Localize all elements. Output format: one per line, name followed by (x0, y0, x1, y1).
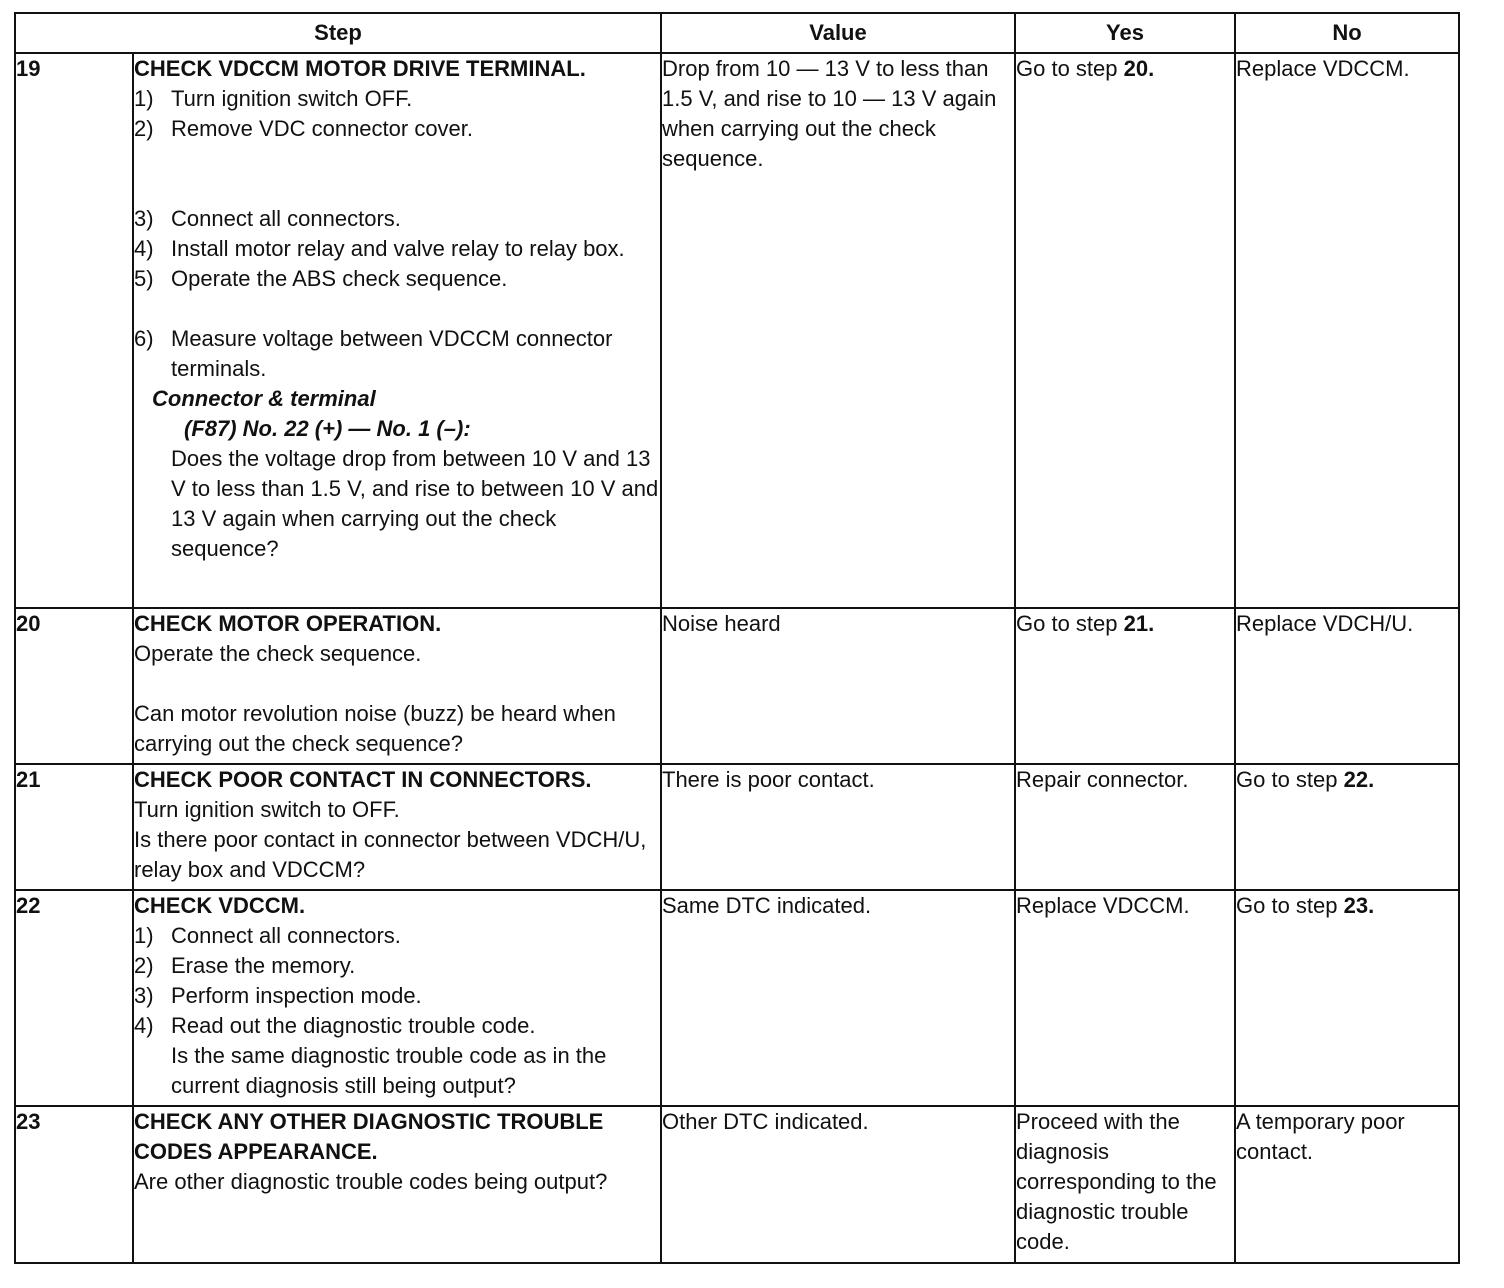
header-no: No (1235, 13, 1459, 53)
step-content (133, 608, 661, 764)
no-cell: A temporary poor contact. (1235, 1106, 1459, 1263)
sub-step: 1) Turn ignition switch OFF. (134, 86, 413, 111)
step-title: CHECK POOR CONTACT IN CONNECTORS. (134, 767, 592, 792)
sub-step: 3) Connect all connectors. (134, 206, 401, 231)
yes-step-ref: 20. (1123, 56, 1155, 81)
diagnostic-table (14, 12, 1460, 1264)
yes-cell: Proceed with the diagnosis corresponding to the diagnostic trouble code. (1015, 1106, 1235, 1263)
table-row (15, 890, 1459, 1106)
sub-step: 2) Remove VDC connector cover. (134, 116, 474, 141)
sub-step: 2) Erase the memory. (134, 953, 356, 978)
no-cell: Replace VDCH/U. (1235, 608, 1459, 764)
value-cell: Other DTC indicated. (661, 1106, 1015, 1263)
connector-terminal: (F87) No. 22 (+) — No. 1 (–): (184, 416, 471, 441)
yes-cell: Go to step 21. (1015, 608, 1235, 764)
check-question: Are other diagnostic trouble codes being output? (134, 1169, 608, 1194)
connector-label: Connector & terminal (152, 386, 376, 411)
step-title: CHECK MOTOR OPERATION. (134, 611, 442, 636)
table-row (15, 53, 1459, 608)
yes-cell: Repair connector. (1015, 764, 1235, 890)
header-row (15, 13, 1459, 53)
check-question: Does the voltage drop from between 10 V and 13 V to less than 1.5 V, and rise to between 10 V and 13 V again when carrying out the check sequence? (171, 446, 659, 561)
value-cell: Drop from 10 — 13 V to less than 1.5 V, and rise to 10 — 13 V again when carrying out the check sequence. (661, 53, 1015, 608)
step-number: 22 (15, 890, 133, 1106)
no-cell: Go to step 22. (1235, 764, 1459, 890)
step-number: 20 (15, 608, 133, 764)
step-number: 19 (15, 53, 133, 608)
sub-step: 4) Install motor relay and valve relay to relay box. (134, 236, 625, 261)
value-cell: Noise heard (661, 608, 1015, 764)
step-text: Operate the check sequence. (134, 641, 422, 666)
no-cell: Go to step 23. (1235, 890, 1459, 1106)
check-question: Is there poor contact in connector between VDCH/U, relay box and VDCCM? (134, 827, 647, 882)
yes-cell: Go to step 20. (1015, 53, 1235, 608)
table-row (15, 1106, 1459, 1263)
sub-step: 5) Operate the ABS check sequence. (134, 266, 508, 291)
table-row (15, 764, 1459, 890)
header-value: Value (661, 13, 1015, 53)
step-number: 23 (15, 1106, 133, 1263)
sub-step: 1) Connect all connectors. (134, 923, 401, 948)
step-text: Turn ignition switch to OFF. (134, 797, 400, 822)
no-step-ref: 23. (1343, 893, 1375, 918)
value-cell: Same DTC indicated. (661, 890, 1015, 1106)
step-title: CHECK VDCCM MOTOR DRIVE TERMINAL. (134, 56, 586, 81)
step-content (133, 764, 661, 890)
sub-step: 6) Measure voltage between VDCCM connector terminals. (134, 326, 613, 381)
step-content (133, 890, 661, 1106)
no-step-ref: 22. (1343, 767, 1375, 792)
step-content (133, 53, 661, 608)
check-question: Can motor revolution noise (buzz) be heard when carrying out the check sequence? (134, 701, 616, 756)
value-cell: There is poor contact. (661, 764, 1015, 890)
sub-step: 3) Perform inspection mode. (134, 983, 422, 1008)
table-row (15, 608, 1459, 764)
step-content (133, 1106, 661, 1263)
yes-cell: Replace VDCCM. (1015, 890, 1235, 1106)
step-title: CHECK VDCCM. (134, 893, 306, 918)
step-title: CHECK ANY OTHER DIAGNOSTIC TROUBLE CODES APPEARANCE. (134, 1109, 604, 1164)
step-number: 21 (15, 764, 133, 890)
header-step: Step (15, 13, 661, 53)
yes-step-ref: 21. (1123, 611, 1155, 636)
no-cell: Replace VDCCM. (1235, 53, 1459, 608)
check-question: Is the same diagnostic trouble code as in the current diagnosis still being output? (171, 1043, 607, 1098)
sub-step: 4) Read out the diagnostic trouble code. (134, 1013, 536, 1038)
header-yes: Yes (1015, 13, 1235, 53)
